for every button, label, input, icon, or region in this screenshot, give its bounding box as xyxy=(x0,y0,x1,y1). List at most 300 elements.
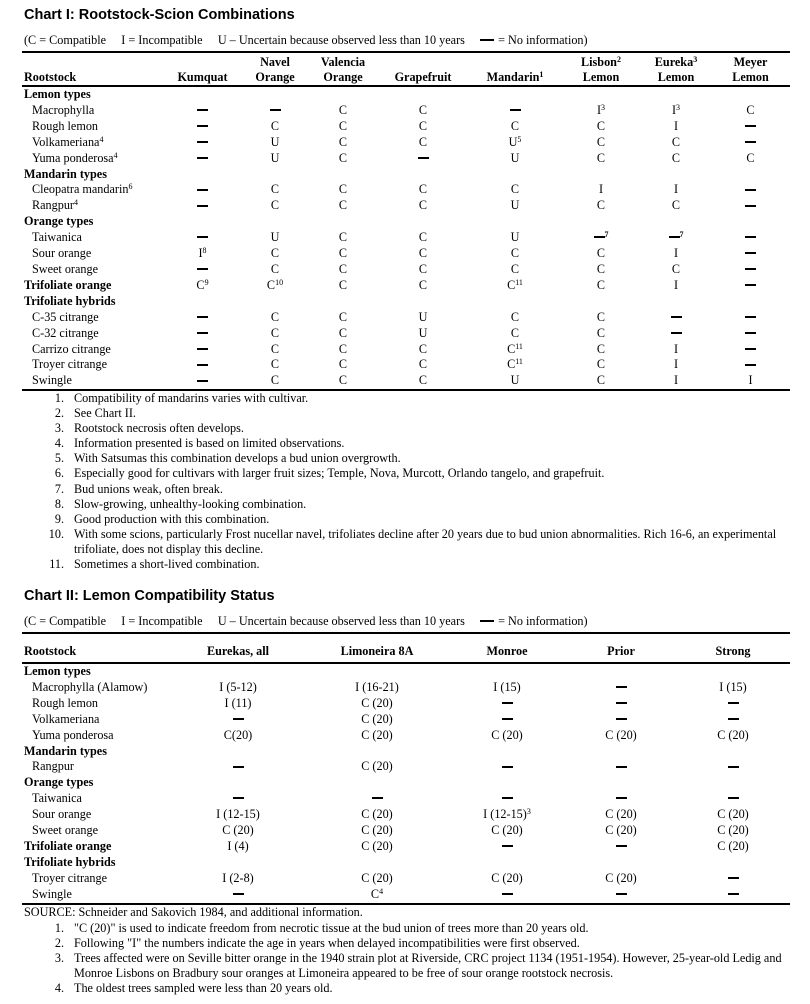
rootstock-name: Troyer citrange xyxy=(32,357,108,372)
compat-cell: C xyxy=(338,341,348,356)
compat-cell xyxy=(164,230,241,246)
compat-cell xyxy=(566,712,676,728)
compat-cell: C (20) xyxy=(491,823,523,838)
no-info-dash xyxy=(745,332,756,334)
table-row xyxy=(22,262,790,278)
compat-cell: C xyxy=(418,198,428,213)
chart2-table xyxy=(22,632,790,905)
compat-cell: C xyxy=(377,373,469,390)
compat-cell xyxy=(711,278,790,294)
compat-cell: C xyxy=(418,357,428,372)
no-info-dash xyxy=(616,686,627,688)
compat-cell: C (20) xyxy=(605,823,637,838)
col-header: Rootstock xyxy=(22,633,170,663)
compat-cell: C (20) xyxy=(361,711,393,726)
compat-cell: C xyxy=(671,198,681,213)
rootstock-name: Rangpur$^4$ xyxy=(32,198,78,213)
no-info-dash xyxy=(671,332,682,334)
compat-cell: C xyxy=(596,118,606,133)
footnote: 4. Information presented is based on limited observations. xyxy=(54,436,345,451)
table-row xyxy=(22,373,790,390)
compat-cell: C xyxy=(270,325,280,340)
rootstock-name: C-35 citrange xyxy=(32,309,99,324)
no-info-dash xyxy=(510,109,521,111)
chart2-legend: (C = Compatible I = Incompatible U – Uncertain because observed less than 10 years = No information) xyxy=(24,614,588,628)
table-row xyxy=(22,135,790,151)
group-row xyxy=(22,86,790,103)
compat-cell: C xyxy=(510,325,520,340)
rootstock-name: Sour orange xyxy=(32,807,92,822)
compat-cell xyxy=(448,696,566,712)
compat-cell xyxy=(164,373,241,390)
compat-cell: C xyxy=(338,246,348,261)
no-info-dash xyxy=(197,157,208,159)
rootstock-name: Rangpur xyxy=(32,759,74,774)
compat-cell: 7 xyxy=(561,230,641,246)
compat-cell: C xyxy=(338,182,348,197)
compat-cell: C xyxy=(338,277,348,292)
compat-cell xyxy=(711,230,790,246)
chart1-header-line1 xyxy=(22,52,790,70)
rootstock-name: Swingle xyxy=(22,373,164,390)
table-row xyxy=(22,680,790,696)
footnote: 3. Trees affected were on Seville bitter orange in the 1940 strain plot at Riverside, CRC project 1134 (1951-1954). However, 25-year-old Ledig and Monroe Lisbons on Bradbury sour oranges at Limoneira appeared to be free of sour orange rootstock necrosis. xyxy=(54,951,782,981)
compat-cell: C xyxy=(596,277,606,292)
compat-cell: C xyxy=(596,150,606,165)
col-header: Orange xyxy=(309,70,377,86)
chart2-header xyxy=(22,633,790,663)
compat-cell: $I^8$ xyxy=(198,246,207,261)
compat-cell xyxy=(448,839,566,855)
compat-cell: C xyxy=(510,309,520,324)
table-row xyxy=(22,823,790,839)
compat-cell: C xyxy=(510,182,520,197)
compat-cell: C xyxy=(510,261,520,276)
no-info-dash xyxy=(745,125,756,127)
footnote: 2. Following "I" the numbers indicate the age in years when delayed incompatibilities were first observed. xyxy=(54,936,580,951)
table-row xyxy=(22,759,790,775)
compat-cell: C (20) xyxy=(361,695,393,710)
compat-cell xyxy=(711,246,790,262)
compat-cell xyxy=(641,310,711,326)
compat-cell xyxy=(566,759,676,775)
group-label: Trifoliate hybrids xyxy=(24,854,116,869)
compat-cell xyxy=(164,342,241,358)
compat-cell: C xyxy=(510,118,520,133)
group-row xyxy=(22,214,790,230)
rootstock-name: C-32 citrange xyxy=(32,325,99,340)
compat-cell xyxy=(566,887,676,904)
compat-cell: C xyxy=(338,261,348,276)
no-info-dash xyxy=(728,797,739,799)
rootstock-name: Yuma ponderosa xyxy=(32,727,114,742)
col-header: Lemon xyxy=(711,70,790,86)
footnote: 1. Compatibility of mandarins varies with cultivar. xyxy=(54,391,309,405)
col-header: Orange xyxy=(241,70,309,86)
compat-cell xyxy=(711,310,790,326)
compat-cell xyxy=(711,262,790,278)
compat-cell: I xyxy=(673,246,679,261)
no-info-dash xyxy=(728,718,739,720)
compat-cell: C xyxy=(596,309,606,324)
group-label: Orange types xyxy=(24,775,94,790)
compat-cell xyxy=(676,871,790,887)
compat-cell xyxy=(448,759,566,775)
compat-cell: C xyxy=(270,198,280,213)
compat-cell xyxy=(164,310,241,326)
compat-cell: $C^{11}$ xyxy=(507,357,523,372)
rootstock-name: Macrophylla xyxy=(32,102,95,117)
rootstock-name: Taiwanica xyxy=(32,791,82,806)
no-info-dash xyxy=(671,316,682,318)
compat-cell xyxy=(448,712,566,728)
col-header: Kumquat xyxy=(164,70,241,86)
rootstock-name: Rough lemon xyxy=(32,118,99,133)
compat-cell xyxy=(566,791,676,807)
rootstock-name: Rough lemon xyxy=(32,695,99,710)
compat-cell: I (15) xyxy=(493,679,521,694)
compat-cell: C xyxy=(671,150,681,165)
compat-cell: C (20) xyxy=(717,838,749,853)
compat-cell: C xyxy=(270,309,280,324)
compat-cell: C (20) xyxy=(361,807,393,822)
no-info-dash xyxy=(502,797,513,799)
group-label: Trifoliate hybrids xyxy=(24,293,116,308)
compat-cell xyxy=(164,135,241,151)
compat-cell xyxy=(170,712,306,728)
group-label: Mandarin types xyxy=(24,743,107,758)
compat-cell: C xyxy=(671,261,681,276)
group-row xyxy=(22,663,790,680)
footnote: 3. Rootstock necrosis often develops. xyxy=(54,421,244,436)
footnote: 11. Sometimes a short-lived combination. xyxy=(49,557,260,572)
compat-cell: $U^5$ xyxy=(508,134,522,149)
chart1-body xyxy=(22,86,790,390)
compat-cell xyxy=(711,357,790,373)
no-info-dash xyxy=(594,236,605,238)
chart2-body xyxy=(22,663,790,904)
group-label: Lemon types xyxy=(24,87,91,101)
compat-cell: U xyxy=(270,150,280,165)
col-header: Prior xyxy=(566,633,676,663)
no-info-dash xyxy=(745,284,756,286)
group-row xyxy=(22,294,790,310)
compat-cell xyxy=(711,182,790,198)
table-row xyxy=(22,151,790,167)
compat-cell: C (20) xyxy=(605,727,637,742)
col-header: Limoneira 8A xyxy=(306,633,448,663)
rootstock-name: Sweet orange xyxy=(32,261,98,276)
compat-cell xyxy=(676,759,790,775)
footnote: 8. Slow-growing, unhealthy-looking combination. xyxy=(54,496,307,511)
table-row xyxy=(22,791,790,807)
compat-cell xyxy=(469,103,561,119)
no-info-dash xyxy=(233,893,244,895)
rootstock-name: Carrizo citrange xyxy=(32,341,111,356)
compat-cell: C (20) xyxy=(361,727,393,742)
compat-cell: C xyxy=(418,230,428,245)
compat-cell: C (20) xyxy=(361,838,393,853)
compat-cell: U xyxy=(270,230,280,245)
group-label: Lemon types xyxy=(24,664,91,678)
compat-cell xyxy=(566,680,676,696)
compat-cell: C (20) xyxy=(361,870,393,885)
table-row xyxy=(22,103,790,119)
compat-cell: C (20) xyxy=(491,727,523,742)
table-row xyxy=(22,728,790,744)
compat-cell: C xyxy=(418,277,428,292)
compat-cell: C xyxy=(270,341,280,356)
no-info-dash xyxy=(728,893,739,895)
compat-cell: I xyxy=(673,182,679,197)
no-info-dash xyxy=(616,893,627,895)
compat-cell: C xyxy=(418,261,428,276)
compat-cell: C xyxy=(338,102,348,117)
no-info-dash xyxy=(728,766,739,768)
compat-cell: C xyxy=(270,246,280,261)
col-header: Navel xyxy=(241,52,309,70)
compat-cell: C xyxy=(746,150,755,165)
chart2-title: Chart II: Lemon Compatibility Status xyxy=(24,588,275,604)
compat-cell: C(20) xyxy=(223,727,253,742)
compat-cell xyxy=(676,712,790,728)
rootstock-name: Macrophylla (Alamow) xyxy=(32,679,148,694)
compat-cell: I (11) xyxy=(224,695,252,710)
compat-cell xyxy=(676,696,790,712)
chart1-legend: (C = Compatible I = Incompatible U – Uncertain because observed less than 10 years = No information) xyxy=(24,33,588,47)
col-header: Lemon xyxy=(641,70,711,86)
compat-cell: $C^9$ xyxy=(196,277,209,292)
col-header: Meyer xyxy=(711,52,790,70)
compat-cell: C xyxy=(596,341,606,356)
compat-cell xyxy=(448,887,566,904)
no-info-dash xyxy=(502,718,513,720)
no-info-dash xyxy=(502,702,513,704)
no-info-dash xyxy=(197,364,208,366)
chart1-footnotes xyxy=(40,391,800,572)
compat-cell xyxy=(164,357,241,373)
no-info-dash xyxy=(502,845,513,847)
compat-cell: I (16-21) xyxy=(355,679,399,694)
rootstock-name: Volkameriana$^4$ xyxy=(32,134,104,149)
no-info-dash xyxy=(197,189,208,191)
table-row xyxy=(22,887,790,904)
compat-cell xyxy=(170,759,306,775)
group-row xyxy=(22,744,790,760)
no-info-dash xyxy=(418,157,429,159)
compat-cell xyxy=(641,326,711,342)
compat-cell: $I^3$ xyxy=(596,102,606,117)
no-info-dash xyxy=(745,364,756,366)
compat-cell xyxy=(711,342,790,358)
group-label: Mandarin types xyxy=(24,166,107,181)
compat-cell: I xyxy=(673,277,679,292)
chart1-header-line2 xyxy=(22,70,790,86)
table-row xyxy=(22,871,790,887)
group-label: Orange types xyxy=(24,214,94,229)
compat-cell xyxy=(164,119,241,135)
table-row xyxy=(22,119,790,135)
compat-cell: C (20) xyxy=(491,870,523,885)
compat-cell xyxy=(170,791,306,807)
rootstock-name: Cleopatra mandarin$^6$ xyxy=(32,182,133,197)
compat-cell xyxy=(170,887,306,904)
compat-cell: I (12-15) xyxy=(216,807,260,822)
table-row xyxy=(22,278,790,294)
compat-cell: C xyxy=(418,182,428,197)
no-info-dash xyxy=(233,766,244,768)
compat-cell: I xyxy=(673,357,679,372)
footnote: 4. The oldest trees sampled were less than 20 years old. xyxy=(54,981,333,996)
no-info-dash xyxy=(616,718,627,720)
table-row xyxy=(22,310,790,326)
no-info-dash xyxy=(745,252,756,254)
group-row xyxy=(22,855,790,871)
compat-cell xyxy=(711,135,790,151)
compat-cell: C xyxy=(309,373,377,390)
compat-cell: C xyxy=(596,134,606,149)
rootstock-name: Troyer citrange xyxy=(32,870,108,885)
compat-cell: C xyxy=(671,134,681,149)
compat-cell xyxy=(377,151,469,167)
compat-cell: C xyxy=(596,325,606,340)
no-info-dash xyxy=(745,205,756,207)
no-info-dash xyxy=(745,268,756,270)
footnote: 1. "C (20)" is used to indicate freedom from necrotic tissue at the bud union of trees more than 20 years old. xyxy=(54,921,589,935)
compat-cell xyxy=(566,696,676,712)
compat-cell: C xyxy=(338,198,348,213)
compat-cell xyxy=(164,103,241,119)
compat-cell: U xyxy=(510,198,520,213)
compat-cell: C xyxy=(338,325,348,340)
no-info-dash xyxy=(616,797,627,799)
compat-cell: I xyxy=(673,118,679,133)
compat-cell: C xyxy=(596,198,606,213)
compat-cell: C xyxy=(418,246,428,261)
compat-cell: C (20) xyxy=(605,807,637,822)
compat-cell xyxy=(448,791,566,807)
compat-cell: I xyxy=(711,373,790,390)
table-row xyxy=(22,357,790,373)
no-info-dash xyxy=(728,702,739,704)
compat-cell: C xyxy=(746,102,755,117)
compat-cell: C xyxy=(338,150,348,165)
compat-cell: C xyxy=(270,182,280,197)
compat-cell: C xyxy=(338,134,348,149)
footnote: 6. Especially good for cultivars with larger fruit sizes; Temple, Nova, Murcott, Orlando tangelo, and grapefruit. xyxy=(54,466,605,481)
compat-cell: C xyxy=(270,261,280,276)
rootstock-name: Sweet orange xyxy=(32,823,98,838)
col-header: Rootstock xyxy=(22,70,164,86)
no-info-dash xyxy=(197,316,208,318)
no-info-dash xyxy=(197,268,208,270)
rootstock-name: Sour orange xyxy=(32,246,92,261)
compat-cell: C xyxy=(596,246,606,261)
col-header: Strong xyxy=(676,633,790,663)
compat-cell: C (20) xyxy=(717,727,749,742)
compat-cell: I (2-8) xyxy=(222,870,254,885)
no-info-dash xyxy=(669,236,680,238)
compat-cell xyxy=(164,182,241,198)
compat-cell xyxy=(711,326,790,342)
table-row xyxy=(22,839,790,855)
compat-cell: C xyxy=(418,118,428,133)
compat-cell: C xyxy=(596,357,606,372)
col-header: Grapefruit xyxy=(377,70,469,86)
compat-cell: C xyxy=(241,373,309,390)
compat-cell: C (20) xyxy=(717,823,749,838)
compat-cell: I $(12-15)^3$ xyxy=(483,807,531,822)
compat-cell: C (20) xyxy=(361,759,393,774)
no-info-dash xyxy=(197,109,208,111)
chart2-footnotes xyxy=(40,921,800,996)
rootstock-name: Trifoliate orange xyxy=(24,277,112,292)
compat-cell: C xyxy=(338,357,348,372)
col-header: Eurekas, all xyxy=(170,633,306,663)
compat-cell: $C^4$ xyxy=(306,887,448,904)
compat-cell: U xyxy=(510,230,520,245)
no-info-dash xyxy=(745,348,756,350)
compat-cell xyxy=(164,198,241,214)
no-info-dash xyxy=(745,189,756,191)
no-info-dash xyxy=(197,236,208,238)
compat-cell xyxy=(164,262,241,278)
compat-cell: C xyxy=(270,118,280,133)
table-row xyxy=(22,326,790,342)
rootstock-name: Taiwanica xyxy=(32,230,82,245)
no-info-dash xyxy=(502,766,513,768)
no-info-dash xyxy=(197,125,208,127)
no-info-dash xyxy=(233,797,244,799)
compat-cell xyxy=(164,151,241,167)
col-header: Lemon xyxy=(561,70,641,86)
no-info-dash xyxy=(502,893,513,895)
compat-cell xyxy=(566,839,676,855)
table-row xyxy=(22,807,790,823)
no-info-dash xyxy=(270,109,281,111)
no-info-dash xyxy=(745,141,756,143)
no-info-dash xyxy=(233,718,244,720)
group-row xyxy=(22,775,790,791)
no-info-dash xyxy=(197,332,208,334)
table-row xyxy=(22,182,790,198)
rootstock-name: Volkameriana xyxy=(32,711,100,726)
compat-cell: C (20) xyxy=(222,823,254,838)
compat-cell: $C^{11}$ xyxy=(507,277,523,292)
footnote: 7. Bud unions weak, often break. xyxy=(54,481,223,496)
no-info-dash xyxy=(197,348,208,350)
footnote: 9. Good production with this combination. xyxy=(54,511,270,526)
footnote: 10. With some scions, particularly Frost nucellar navel, trifoliates decline after 20 years due to bud union abnormalities. Rich 16-6, an experimental trifoliate, does not display this decline. xyxy=(48,526,777,556)
compat-cell: 7 xyxy=(641,230,711,246)
rootstock-name: Trifoliate orange xyxy=(24,838,112,853)
compat-cell: C (20) xyxy=(717,807,749,822)
compat-cell: I xyxy=(673,341,679,356)
table-row xyxy=(22,246,790,262)
no-info-dash xyxy=(745,316,756,318)
compat-cell: C xyxy=(270,357,280,372)
compat-cell xyxy=(676,887,790,904)
compat-cell: U xyxy=(418,309,428,324)
compat-cell: C xyxy=(338,309,348,324)
compat-cell: C xyxy=(418,102,428,117)
compat-cell xyxy=(306,791,448,807)
col-header: Lisbon$^2$ xyxy=(561,52,641,70)
no-info-dash xyxy=(197,380,208,382)
no-info-dash xyxy=(745,236,756,238)
compat-cell xyxy=(241,103,309,119)
compat-cell: $C^{10}$ xyxy=(266,277,284,292)
